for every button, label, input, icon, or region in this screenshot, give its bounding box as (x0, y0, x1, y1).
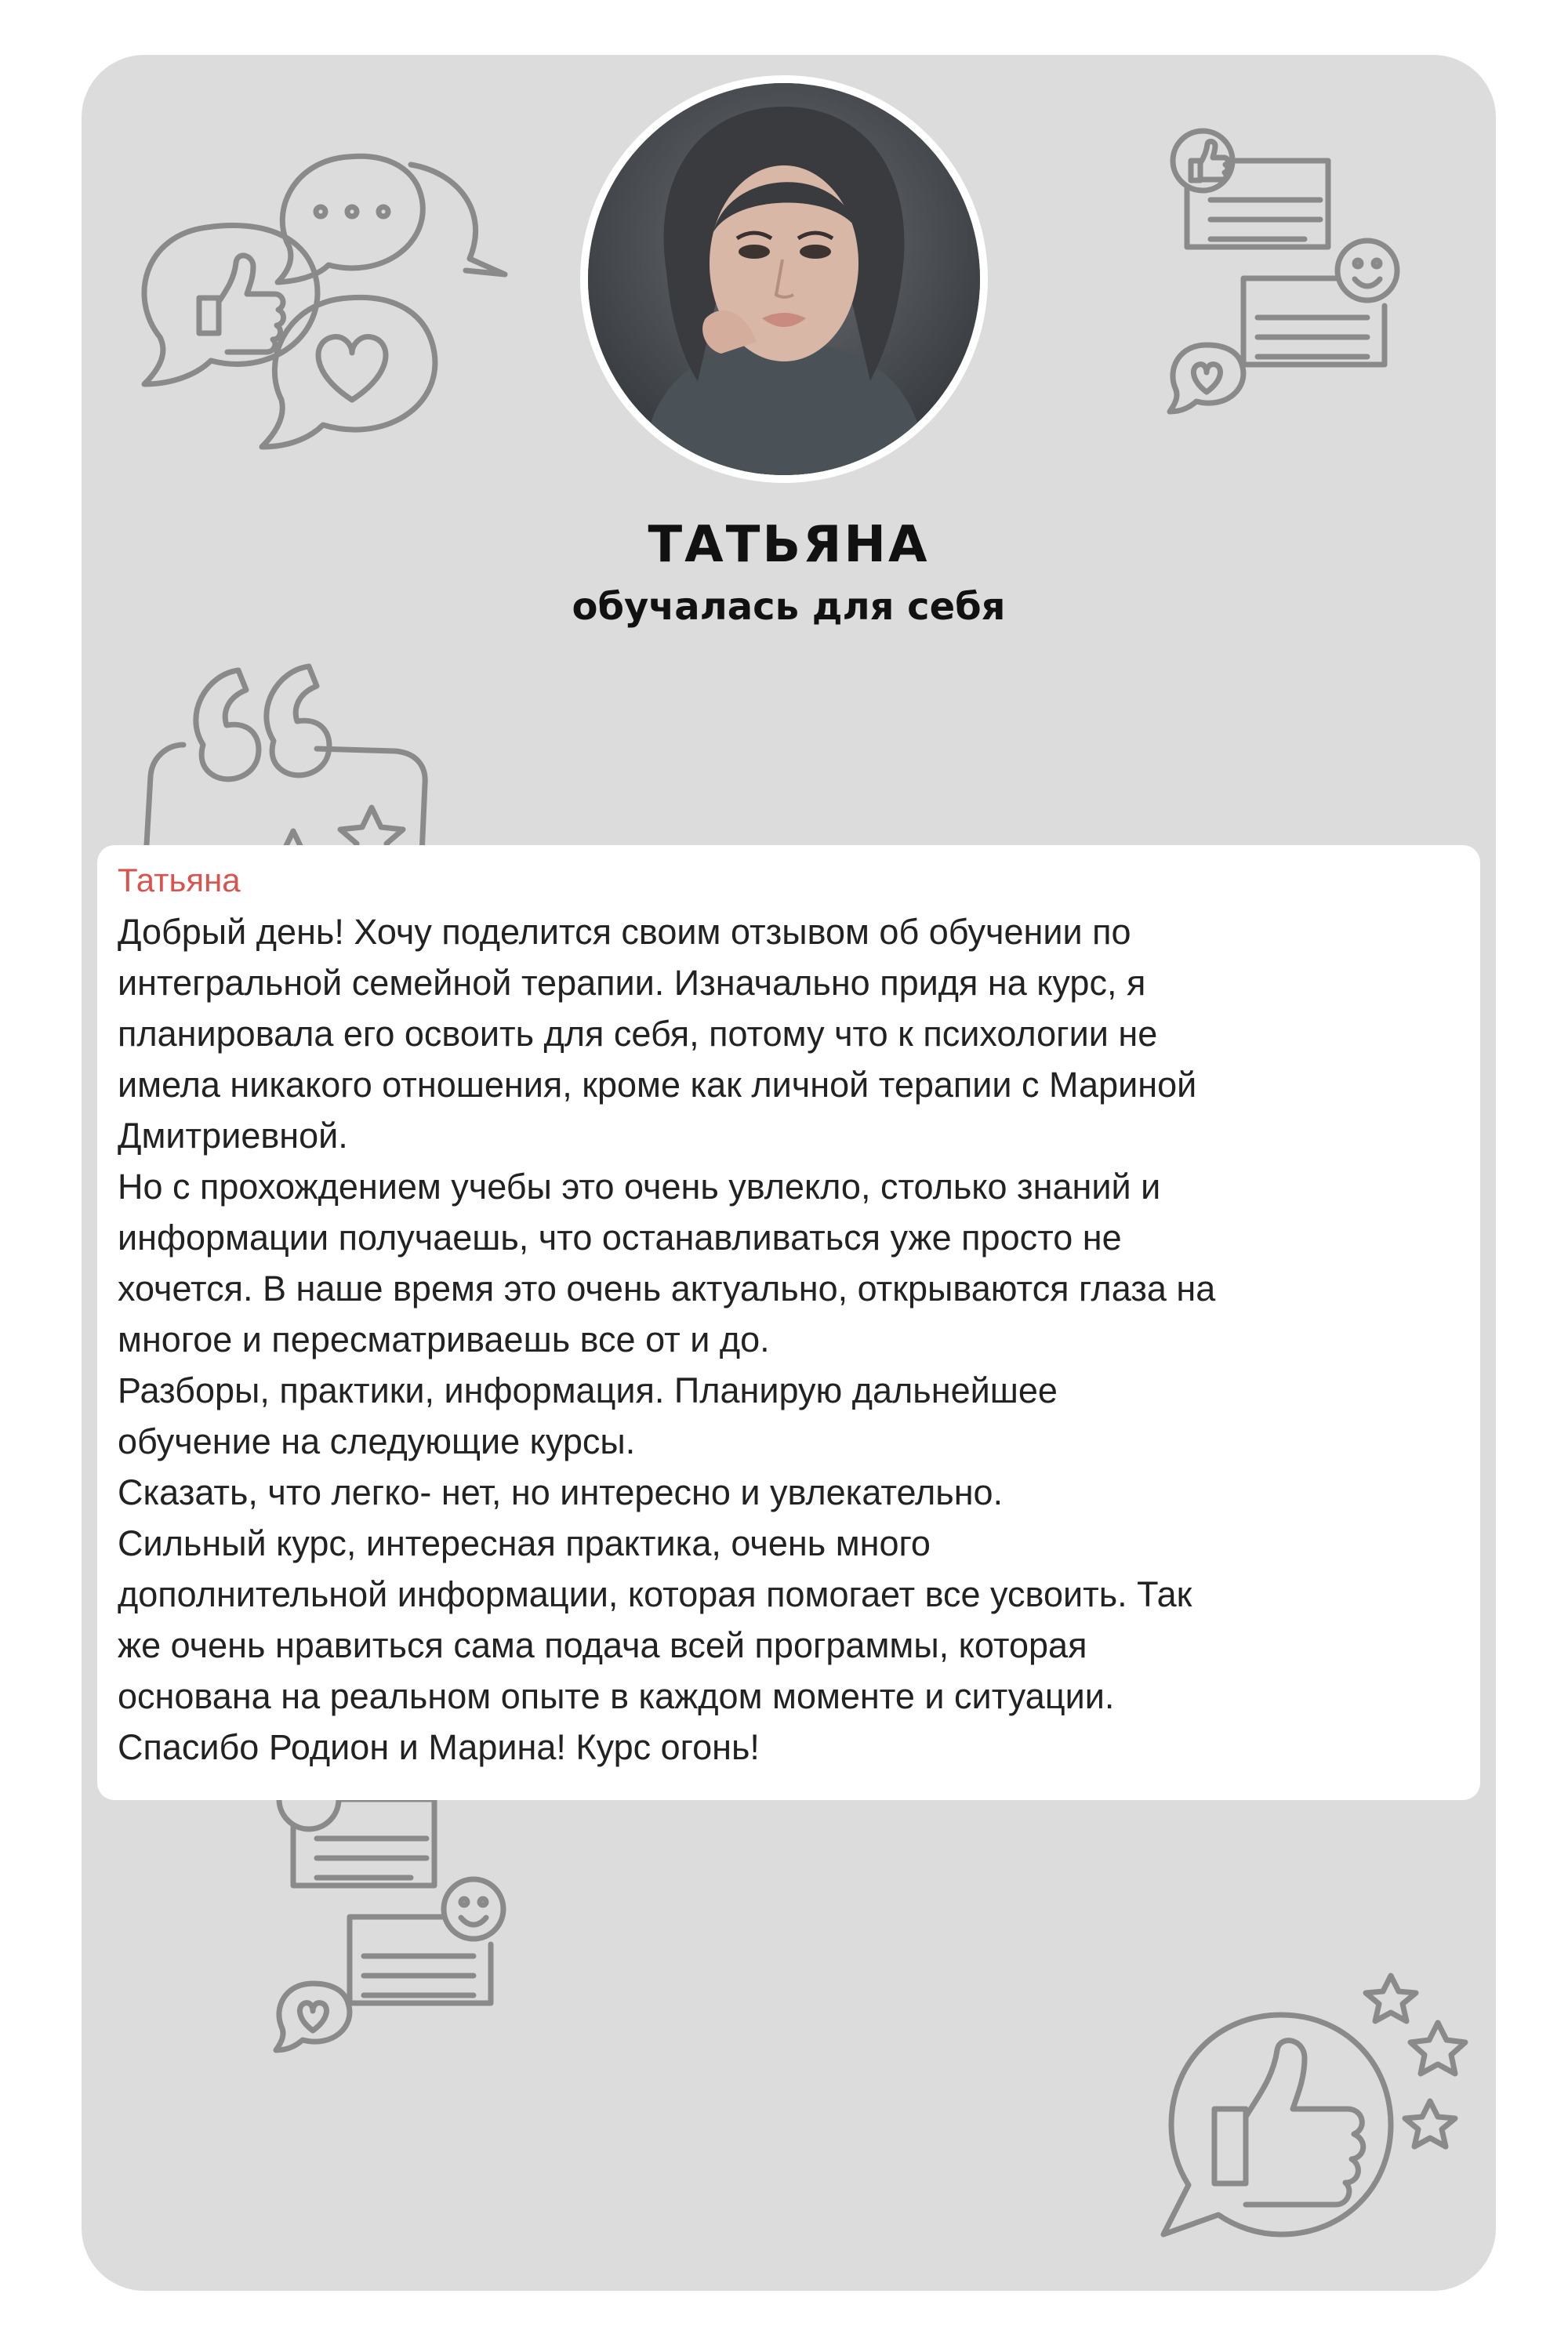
chat-list-icon (270, 1764, 521, 2070)
review-author: Татьяна (118, 862, 241, 898)
profile-subtitle: обучалась для себя (572, 585, 1006, 629)
person-photo-icon (588, 83, 980, 475)
review-line: Спасибо Родион и Марина! Курс огонь! (118, 1727, 760, 1767)
review-line: основана на реальном опыте в каждом моменте и ситуации. (118, 1676, 1115, 1716)
review-line: Дмитриевной. (118, 1116, 348, 1156)
review-line: имела никакого отношения, кроме как личной терапии с Мариной (118, 1065, 1197, 1105)
review-line: хочется. В наше время это очень актуально, открываются глаза на (118, 1269, 1216, 1308)
chat-list-icon (1163, 125, 1414, 431)
review-line: же очень нравиться сама подача всей программы, которая (118, 1625, 1087, 1665)
review-line: дополнительной информации, которая помогает все усвоить. Так (118, 1574, 1192, 1614)
review-panel (97, 845, 1480, 1800)
review-line: Сказать, что легко- нет, но интересно и увлекательно. (118, 1472, 1004, 1512)
testimonial-card (82, 55, 1496, 2291)
review-line: Разборы, практики, информация. Планирую дальнейшее (118, 1370, 1058, 1410)
review-line: Добрый день! Хочу поделится своим отзывом об обучении по (118, 912, 1131, 952)
review-line: Но с прохождением учебы это очень увлекло, столько знаний и (118, 1167, 1161, 1207)
review-line: интегральной семейной терапии. Изначально придя на курс, я (118, 963, 1146, 1003)
review-text (118, 906, 1461, 1773)
avatar (588, 83, 980, 475)
review-line: информации получаешь, что останавливаться уже просто не (118, 1218, 1122, 1258)
profile-name: ТАТЬЯНА (648, 516, 930, 574)
review-line: Сильный курс, интересная практика, очень много (118, 1523, 931, 1563)
review-line: обучение на следующие курсы. (118, 1421, 636, 1461)
thumbs-up-stars-icon (1132, 1952, 1477, 2266)
review-line: планировала его освоить для себя, потому что к психологии не (118, 1014, 1158, 1054)
review-line: многое и пересматриваешь все от и до. (118, 1319, 770, 1359)
chat-bubbles-icon (113, 102, 552, 510)
